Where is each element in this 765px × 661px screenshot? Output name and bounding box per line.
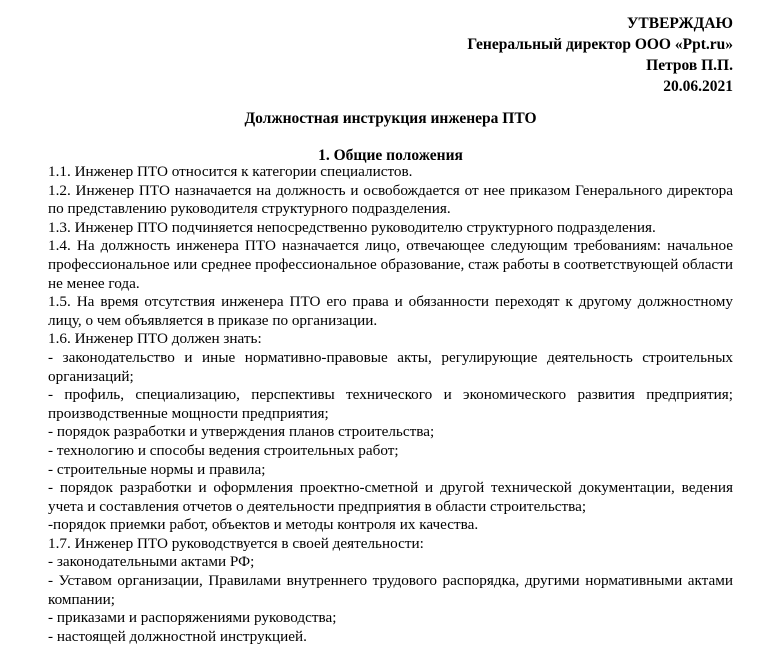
list-item: - приказами и распоряжениями руководства; (48, 609, 337, 627)
list-item: - настоящей должностной инструкцией. (48, 627, 307, 645)
section-title: 1. Общие положения (318, 147, 463, 164)
list-item: - законодательными актами РФ; (48, 553, 255, 571)
document-title: Должностная инструкция инженера ПТО (244, 110, 537, 127)
list-item: - строительные нормы и правила; (48, 460, 266, 478)
approval-title: УТВЕРЖДАЮ (627, 15, 733, 32)
paragraph: 1.6. Инженер ПТО должен знать: (48, 330, 262, 348)
approval-date: 20.06.2021 (663, 78, 733, 95)
list-item: - порядок разработки и оформления проектно-сметной и другой технической документации, ведения учета и составления отчетов о деятельности предприятия в области строительства; (48, 479, 733, 515)
paragraph: 1.4. На должность инженера ПТО назначается лицо, отвечающее следующим требованиям: начальное профессиональное или среднее профессиональное образование, стаж работы в соответствующей области не менее года. (48, 237, 733, 292)
approval-position: Генеральный директор ООО «Ppt.ru» (467, 36, 733, 53)
list-item: - профиль, специализацию, перспективы технического и экономического развития предприятия; производственные мощности предприятия; (48, 386, 733, 422)
section-body (48, 163, 733, 646)
approval-block (467, 13, 733, 97)
paragraph: 1.3. Инженер ПТО подчиняется непосредственно руководителю структурного подразделения. (48, 218, 656, 236)
paragraph: 1.1. Инженер ПТО относится к категории специалистов. (48, 163, 413, 180)
list-item: -порядок приемки работ, объектов и методы контроля их качества. (48, 516, 479, 534)
list-item: - технологию и способы ведения строительных работ; (48, 441, 399, 459)
list-item: - порядок разработки и утверждения планов строительства; (48, 423, 435, 441)
paragraph: 1.2. Инженер ПТО назначается на должность и освобождается от нее приказом Генерального директора по представлению руководителя структурного подразделения. (48, 181, 733, 218)
approval-name: Петров П.П. (646, 57, 733, 74)
paragraph: 1.5. На время отсутствия инженера ПТО его права и обязанности переходят к другому должностному лицу, о чем объявляется в приказе по организации. (48, 293, 733, 329)
paragraph: 1.7. Инженер ПТО руководствуется в своей деятельности: (48, 534, 424, 552)
list-item: - Уставом организации, Правилами внутреннего трудового распорядка, другими нормативными актами компании; (48, 572, 733, 608)
list-item: - законодательство и иные нормативно-правовые акты, регулирующие деятельность строительных организаций; (48, 348, 733, 385)
